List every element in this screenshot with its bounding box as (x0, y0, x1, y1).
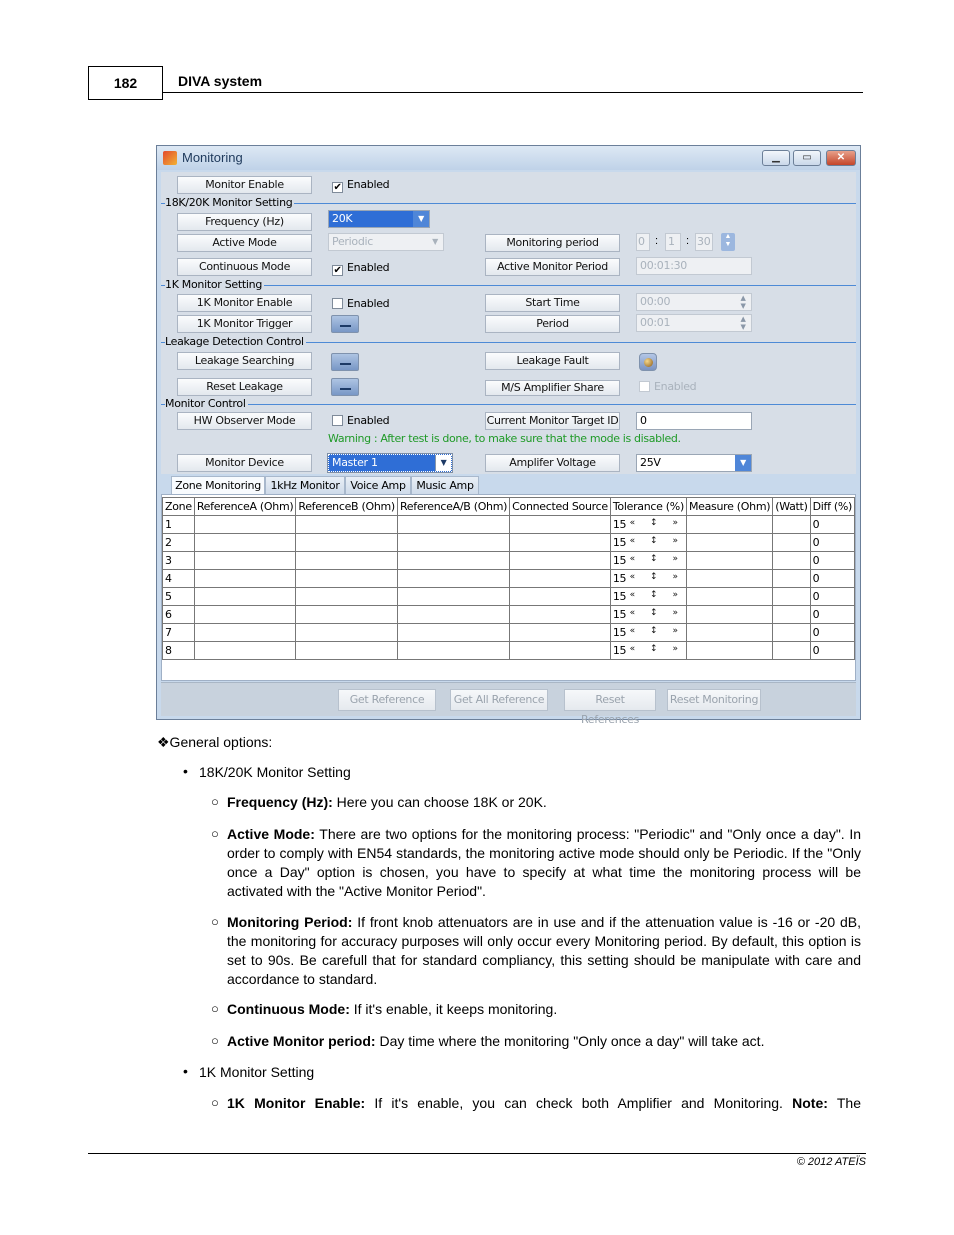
minimize-icon[interactable]: ▁ (762, 150, 790, 166)
continuous-mode-checkbox[interactable]: ✔ Enabled (333, 261, 390, 276)
period-hours-field[interactable]: 0 (636, 233, 650, 251)
table-cell[interactable] (397, 642, 509, 660)
circle-bullet-icon: ○ (211, 914, 219, 929)
table-cell[interactable] (397, 552, 509, 570)
amp-voltage-select[interactable]: 25V ▼ (636, 454, 752, 472)
table-cell[interactable] (686, 606, 772, 624)
tolerance-stepper-icon[interactable]: « ↕ » (629, 644, 684, 654)
table-row[interactable] (163, 534, 855, 552)
maximize-icon[interactable]: ▭ (793, 150, 821, 166)
active-monitor-period-label: Active Monitor Period (485, 258, 620, 276)
table-row[interactable] (163, 642, 855, 660)
section-18k-title: 18K/20K Monitor Setting (165, 196, 293, 209)
leakage-fault-led-icon (639, 353, 657, 371)
table-cell[interactable] (397, 606, 509, 624)
table-cell[interactable] (194, 624, 296, 642)
section-leakage-title: Leakage Detection Control (165, 335, 304, 348)
column-header[interactable]: Tolerance (%) (610, 498, 686, 516)
table-cell[interactable] (510, 606, 611, 624)
column-header[interactable]: Zone (163, 498, 195, 516)
table-cell[interactable] (686, 552, 772, 570)
footer-rule (88, 1153, 866, 1154)
table-cell[interactable]: 6 (163, 606, 195, 624)
settings-panel (161, 172, 856, 474)
table-cell[interactable] (194, 516, 296, 534)
table-cell[interactable] (194, 588, 296, 606)
period-label: Period (485, 315, 620, 333)
period-field[interactable]: 00:01 ▲ ▼ (636, 314, 752, 332)
table-cell[interactable] (686, 570, 772, 588)
monitor-enable-label: Monitor Enable (177, 176, 312, 194)
leakage-fault-label: Leakage Fault (485, 352, 620, 370)
table-cell[interactable] (194, 642, 296, 660)
table-cell[interactable] (686, 588, 772, 606)
table-cell[interactable] (194, 534, 296, 552)
table-cell[interactable] (510, 624, 611, 642)
table-header-row (163, 498, 855, 516)
table-cell[interactable] (397, 588, 509, 606)
frequency-label: Frequency (Hz) (177, 213, 312, 231)
active-mode-paragraph: Active Mode: There are two options for the monitoring process: "Periodic" and "Only once a day". In order to comply with EN54 standards, the monitoring active mode should only be Periodic. If the "Only once a Day" option is chosen, you have to specify at what time the monitoring process will be activated with the "Active Monitor Period". (227, 826, 862, 899)
table-cell[interactable]: 15 « ↕ » (610, 516, 686, 534)
chevron-down-icon: ▼ (435, 455, 451, 471)
tolerance-stepper-icon[interactable]: « ↕ » (629, 590, 684, 600)
k1-enable-paragraph: 1K Monitor Enable: If it's enable, you can check both Amplifier and Monitoring. Note: The (227, 1095, 862, 1111)
column-header[interactable]: Diff (%) (810, 498, 854, 516)
reset-references-button[interactable]: Reset References (564, 689, 656, 711)
start-time-label: Start Time (485, 294, 620, 312)
leakage-searching-button[interactable] (331, 353, 359, 371)
tolerance-stepper-icon[interactable]: « ↕ » (629, 554, 684, 564)
tolerance-stepper-icon[interactable]: « ↕ » (629, 626, 684, 636)
table-cell[interactable] (773, 588, 810, 606)
leakage-searching-label: Leakage Searching (177, 352, 312, 370)
ms-share-checkbox[interactable]: Enabled (639, 380, 696, 393)
section-divider (161, 404, 856, 405)
period-minutes-field[interactable]: 1 (665, 233, 681, 251)
table-cell[interactable]: 0 (810, 624, 854, 642)
title-bar (157, 146, 860, 170)
tolerance-stepper-icon[interactable]: « ↕ » (629, 608, 684, 618)
bullet-icon: • (183, 763, 188, 779)
tab-strip (161, 476, 856, 494)
table-cell[interactable] (194, 552, 296, 570)
bullet-1k-heading: 1K Monitor Setting (199, 1064, 315, 1080)
chevron-down-icon: ▼ (413, 211, 429, 227)
column-header[interactable]: ReferenceB (Ohm) (296, 498, 398, 516)
target-id-label: Current Monitor Target ID (485, 412, 620, 430)
circle-bullet-icon: ○ (211, 1001, 219, 1016)
amp-voltage-label: Amplifer Voltage (485, 454, 620, 472)
chevron-down-icon: ▼ (735, 455, 751, 471)
table-cell[interactable] (194, 570, 296, 588)
table-cell[interactable] (510, 552, 611, 570)
table-cell[interactable]: 0 (810, 606, 854, 624)
monitoring-window (156, 145, 861, 726)
monitor-device-label: Monitor Device (177, 454, 312, 472)
table-cell[interactable]: 7 (163, 624, 195, 642)
general-options-heading: ❖General options: (157, 734, 273, 750)
app-icon (163, 151, 177, 165)
column-header[interactable]: Connected Source (510, 498, 611, 516)
continuous-mode-label: Continuous Mode (177, 258, 312, 276)
k1-enable-label: 1K Monitor Enable (177, 294, 312, 312)
continuous-mode-paragraph: Continuous Mode: If it's enable, it keeps monitoring. (227, 1001, 558, 1017)
column-header[interactable]: Measure (Ohm) (686, 498, 772, 516)
time-separator: : (655, 235, 659, 247)
k1-enable-checkbox[interactable]: Enabled (332, 297, 389, 310)
reset-leakage-label: Reset Leakage (177, 378, 312, 396)
page-header (88, 66, 863, 100)
page-title: DIVA system (178, 73, 263, 89)
table-cell[interactable]: 15 « ↕ » (610, 570, 686, 588)
column-header[interactable]: ReferenceA/B (Ohm) (397, 498, 509, 516)
start-time-field[interactable]: 00:00 ▲ ▼ (636, 293, 752, 311)
tab-zone-monitoring[interactable]: Zone Monitoring (171, 476, 265, 494)
table-row[interactable] (163, 516, 855, 534)
table-cell[interactable] (510, 516, 611, 534)
table-cell[interactable] (773, 534, 810, 552)
table-row[interactable] (163, 588, 855, 606)
table-cell[interactable]: 0 (810, 570, 854, 588)
circle-bullet-icon: ○ (211, 1033, 219, 1048)
hw-observer-checkbox[interactable]: Enabled (332, 414, 389, 427)
bullet-icon: • (183, 1063, 188, 1079)
monitor-device-select[interactable]: Master 1 ▼ (328, 454, 452, 472)
section-divider (161, 285, 856, 286)
chevron-down-icon: ▼ (432, 237, 438, 246)
period-seconds-field[interactable]: 30 (695, 233, 713, 251)
table-cell[interactable]: 0 (810, 588, 854, 606)
table-cell[interactable] (686, 516, 772, 534)
table-cell[interactable] (296, 624, 398, 642)
table-cell[interactable] (194, 606, 296, 624)
table-cell[interactable] (510, 588, 611, 606)
table-row[interactable] (163, 624, 855, 642)
table-cell[interactable] (397, 624, 509, 642)
column-header[interactable]: ReferenceA (Ohm) (194, 498, 296, 516)
circle-bullet-icon: ○ (211, 1095, 219, 1110)
column-header[interactable]: (Watt) (773, 498, 810, 516)
active-mode-select[interactable]: Periodic ▼ (328, 233, 444, 251)
active-monitor-period-paragraph: Active Monitor period: Day time where the monitoring "Only once a day" will take act. (227, 1033, 765, 1049)
tolerance-stepper-icon[interactable]: « ↕ » (629, 518, 684, 528)
section-1k-title: 1K Monitor Setting (165, 278, 263, 291)
table-row[interactable] (163, 570, 855, 588)
table-cell[interactable] (296, 534, 398, 552)
table-cell[interactable]: 15 « ↕ » (610, 624, 686, 642)
page-number: 182 (88, 66, 163, 100)
zone-grid (161, 494, 856, 681)
action-bar (161, 682, 856, 726)
tab-music-amp[interactable]: Music Amp (411, 476, 479, 494)
table-cell[interactable] (773, 642, 810, 660)
table-cell[interactable]: 0 (810, 516, 854, 534)
table-cell[interactable] (296, 606, 398, 624)
table-cell[interactable]: 1 (163, 516, 195, 534)
table-cell[interactable]: 0 (810, 642, 854, 660)
table-cell[interactable]: 0 (810, 534, 854, 552)
bullet-18k-heading: 18K/20K Monitor Setting (199, 764, 351, 780)
table-row[interactable] (163, 606, 855, 624)
close-icon[interactable]: ✕ (826, 150, 856, 166)
circle-bullet-icon: ○ (211, 826, 219, 841)
ms-share-label: M/S Amplifier Share (485, 380, 620, 396)
reset-monitoring-button[interactable]: Reset Monitoring (667, 689, 761, 711)
frequency-paragraph: Frequency (Hz): Here you can choose 18K or 20K. (227, 794, 547, 810)
header-rule (163, 92, 863, 93)
tolerance-stepper-icon[interactable]: « ↕ » (629, 572, 684, 582)
time-separator: : (686, 235, 690, 247)
table-cell[interactable] (773, 570, 810, 588)
table-cell[interactable] (510, 642, 611, 660)
table-cell[interactable]: 15 « ↕ » (610, 534, 686, 552)
table-cell[interactable] (397, 534, 509, 552)
target-id-field[interactable]: 0 (636, 412, 752, 430)
tab-voice-amp[interactable]: Voice Amp (345, 476, 411, 494)
check-icon: ✔ (333, 265, 342, 276)
monitor-enable-checkbox[interactable]: ✔ Enabled (333, 178, 390, 193)
get-all-reference-button[interactable]: Get All Reference (450, 689, 548, 711)
table-cell[interactable] (686, 624, 772, 642)
table-cell[interactable]: 15 « ↕ » (610, 606, 686, 624)
tolerance-stepper-icon[interactable]: « ↕ » (629, 536, 684, 546)
table-cell[interactable] (773, 606, 810, 624)
hw-observer-label: HW Observer Mode (177, 412, 312, 430)
tab-1khz-monitor[interactable]: 1kHz Monitor (265, 476, 345, 494)
table-cell[interactable] (686, 534, 772, 552)
reset-leakage-button[interactable] (331, 378, 359, 396)
table-cell[interactable] (296, 516, 398, 534)
spin-updown-icon[interactable]: ▲ ▼ (721, 233, 735, 251)
table-cell[interactable] (397, 570, 509, 588)
table-cell[interactable]: 2 (163, 534, 195, 552)
table-cell[interactable]: 8 (163, 642, 195, 660)
monitoring-period-label: Monitoring period (485, 234, 620, 252)
active-mode-label: Active Mode (177, 234, 312, 252)
table-cell[interactable]: 0 (810, 552, 854, 570)
get-reference-button[interactable]: Get Reference (338, 689, 436, 711)
spin-updown-icon: ▲ ▼ (740, 315, 746, 331)
table-cell[interactable] (296, 588, 398, 606)
table-cell[interactable] (296, 642, 398, 660)
copyright: © 2012 ATEÏS (796, 1156, 866, 1168)
table-cell[interactable]: 15 « ↕ » (610, 642, 686, 660)
table-cell[interactable] (686, 642, 772, 660)
table-cell[interactable] (296, 570, 398, 588)
table-row[interactable] (163, 552, 855, 570)
table-cell[interactable] (296, 552, 398, 570)
warning-text: Warning : After test is done, to make sure that the mode is disabled. (328, 432, 681, 445)
table-cell[interactable] (773, 624, 810, 642)
frequency-select[interactable]: 20K ▼ (328, 210, 430, 228)
table-cell[interactable]: 5 (163, 588, 195, 606)
table-cell[interactable]: 3 (163, 552, 195, 570)
table-cell[interactable] (510, 534, 611, 552)
table-cell[interactable] (510, 570, 611, 588)
zone-table (162, 497, 855, 660)
monitoring-period-paragraph: Monitoring Period: If front knob attenuators are in use and if the attenuation value is -16 or -20 dB, the monitoring for accuracy purposes will only occur every Monitoring period. By default, this option is set to 90s. Be carefull that for standard compliancy, this setting should be manipulate with care and accordance to standard. (227, 914, 861, 987)
window-title: Monitoring (182, 150, 243, 165)
spin-updown-icon: ▲ ▼ (740, 294, 746, 310)
active-monitor-period-field[interactable]: 00:01:30 (636, 257, 752, 275)
check-icon: ✔ (333, 182, 342, 193)
table-cell[interactable] (773, 552, 810, 570)
table-cell[interactable]: 15 « ↕ » (610, 552, 686, 570)
table-cell[interactable] (397, 516, 509, 534)
k1-trigger-button[interactable] (331, 315, 359, 333)
table-cell[interactable] (773, 516, 810, 534)
k1-trigger-label: 1K Monitor Trigger (177, 315, 312, 333)
table-cell[interactable]: 4 (163, 570, 195, 588)
circle-bullet-icon: ○ (211, 794, 219, 809)
section-monitor-control-title: Monitor Control (165, 397, 246, 410)
table-cell[interactable]: 15 « ↕ » (610, 588, 686, 606)
